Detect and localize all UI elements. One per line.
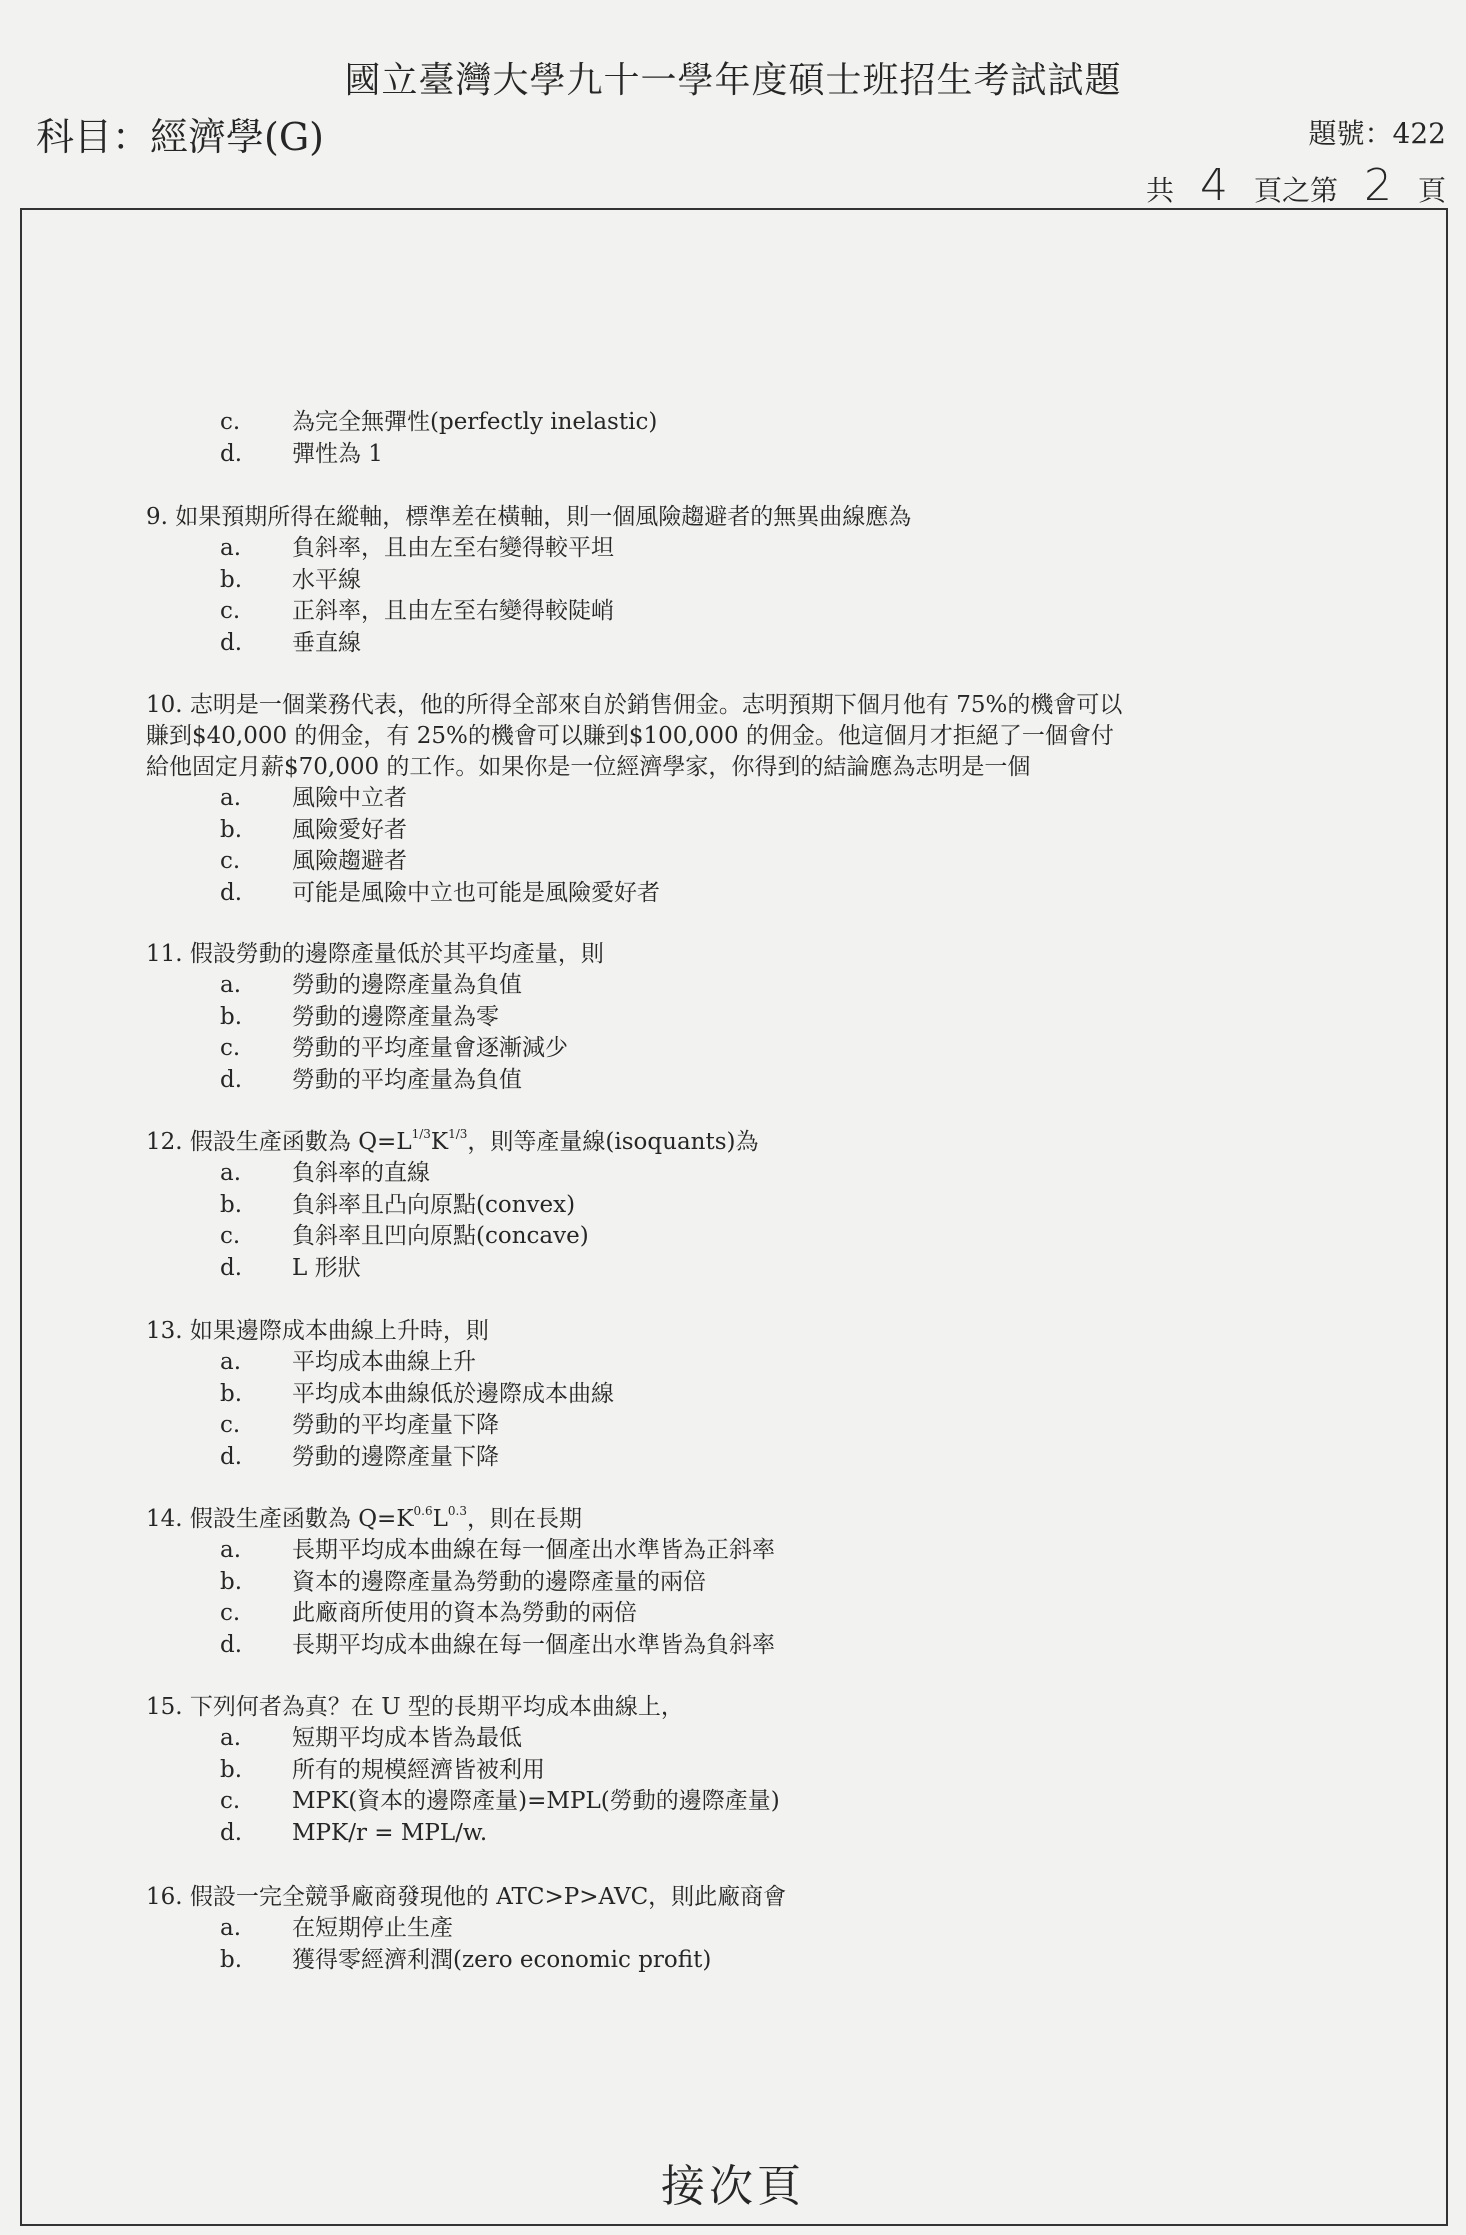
option-letter: c. xyxy=(220,409,241,435)
option-text: MPK/r = MPL/w. xyxy=(292,1819,488,1846)
pages-suffix: 頁 xyxy=(1417,174,1446,207)
option-text: 勞動的平均產量會逐漸減少 xyxy=(292,1035,568,1061)
question-number-label: 題號：422 xyxy=(1308,117,1446,150)
question-13-stem: 13. 如果邊際成本曲線上升時，則 xyxy=(146,1318,489,1344)
option-text: 為完全無彈性(perfectly inelastic) xyxy=(292,409,658,435)
option-letter: b. xyxy=(220,1191,243,1218)
question-14-options xyxy=(142,1535,775,1661)
option-letter: d. xyxy=(220,1443,243,1470)
option-letter: d. xyxy=(220,629,243,656)
option-text: 勞動的邊際產量為負值 xyxy=(292,972,522,998)
option xyxy=(142,1535,775,1567)
option-text: 勞動的邊際產量為零 xyxy=(292,1003,499,1030)
exponent: 0.3 xyxy=(447,1504,467,1518)
option-text: 可能是風險中立也可能是風險愛好者 xyxy=(292,879,660,906)
option-letter: a. xyxy=(220,1160,242,1186)
question-16-stem: 16. 假設一完全競爭廠商發現他的 ATC>P>AVC，則此廠商會 xyxy=(146,1884,787,1910)
subject-label: 科目：經濟學(G) xyxy=(36,115,325,159)
total-pages-handwritten: 4 xyxy=(1199,160,1228,211)
option-letter: b. xyxy=(220,1568,243,1595)
option xyxy=(142,439,657,471)
option-text: 所有的規模經濟皆被利用 xyxy=(292,1756,545,1783)
option xyxy=(142,1945,711,1977)
option-letter: c. xyxy=(220,1035,241,1061)
option-text: 此廠商所使用的資本為勞動的兩倍 xyxy=(292,1600,637,1626)
option-letter: a. xyxy=(220,972,242,998)
continued-next-page-handwritten: 接次頁 xyxy=(661,2161,805,2212)
option-letter: b. xyxy=(220,566,243,593)
option xyxy=(142,1221,589,1253)
option xyxy=(142,1598,775,1630)
option-letter: a. xyxy=(220,1349,242,1375)
question-15-options xyxy=(142,1723,780,1849)
option-text: 負斜率且凹向原點(concave) xyxy=(292,1223,589,1249)
stem-text: 12. 假設生產函數為 Q=L xyxy=(146,1129,412,1155)
question-10-stem-line1: 10. 志明是一個業務代表，他的所得全部來自於銷售佣金。志明預期下個月他有 75%的機會可以 xyxy=(146,692,1123,718)
option xyxy=(142,1567,775,1599)
option xyxy=(142,1158,589,1190)
option xyxy=(142,878,660,910)
option xyxy=(142,565,614,597)
option-letter: b. xyxy=(220,1756,243,1783)
option-text: 長期平均成本曲線在每一個產出水準皆為負斜率 xyxy=(292,1631,775,1658)
option-text: 正斜率，且由左至右變得較陡峭 xyxy=(292,598,614,624)
page-counter xyxy=(1146,160,1446,211)
option-text: 平均成本曲線上升 xyxy=(292,1349,476,1375)
option-letter: c. xyxy=(220,848,241,874)
option xyxy=(142,1347,614,1379)
option-text: 風險趨避者 xyxy=(292,848,407,874)
option xyxy=(142,1002,568,1034)
option-letter: d. xyxy=(220,1631,243,1658)
option xyxy=(142,846,660,878)
question-10-stem-line2: 賺到$40,000 的佣金，有 25%的機會可以賺到$100,000 的佣金。他這個月才拒絕了一個會付 xyxy=(146,723,1114,749)
option-letter: c. xyxy=(220,1788,241,1814)
option-text: 在短期停止生產 xyxy=(292,1915,453,1941)
question-15-stem: 15. 下列何者為真？在 U 型的長期平均成本曲線上， xyxy=(146,1694,684,1720)
option-letter: a. xyxy=(220,1537,242,1563)
option xyxy=(142,596,614,628)
question-11-options xyxy=(142,970,568,1096)
exponent: 1/3 xyxy=(448,1127,468,1141)
option xyxy=(142,628,614,660)
option xyxy=(142,970,568,1002)
option-letter: c. xyxy=(220,598,241,624)
question-10-stem-line3: 給他固定月薪$70,000 的工作。如果你是一位經濟學家，你得到的結論應為志明是一個 xyxy=(146,754,1031,780)
stem-text: ，則等產量線(isoquants)為 xyxy=(467,1129,759,1155)
option xyxy=(142,1379,614,1411)
option xyxy=(142,1755,780,1787)
option-letter: b. xyxy=(220,1003,243,1030)
option-letter: a. xyxy=(220,1915,242,1941)
option-text: 平均成本曲線低於邊際成本曲線 xyxy=(292,1380,614,1407)
option-letter: c. xyxy=(220,1223,241,1249)
question-14-stem xyxy=(146,1504,582,1536)
option-letter: c. xyxy=(220,1600,241,1626)
option-text: L 形狀 xyxy=(292,1254,361,1281)
current-page-handwritten: 2 xyxy=(1363,160,1392,211)
option-text: 水平線 xyxy=(292,566,361,593)
question-9-stem: 9. 如果預期所得在縱軸，標準差在橫軸，則一個風險趨避者的無異曲線應為 xyxy=(146,504,912,530)
option-text: 負斜率且凸向原點(convex) xyxy=(292,1191,576,1218)
option xyxy=(142,783,660,815)
option xyxy=(142,1410,614,1442)
stem-text: K xyxy=(430,1129,449,1155)
question-12-options xyxy=(142,1158,589,1284)
option-text: 獲得零經濟利潤(zero economic profit) xyxy=(292,1946,712,1973)
option xyxy=(142,1253,589,1285)
option-text: 風險中立者 xyxy=(292,785,407,811)
option-letter: d. xyxy=(220,1066,243,1093)
exponent: 0.6 xyxy=(413,1504,433,1518)
question-16-options xyxy=(142,1913,711,1976)
exponent: 1/3 xyxy=(411,1127,431,1141)
option-text: 垂直線 xyxy=(292,629,361,656)
option xyxy=(142,1913,711,1945)
option xyxy=(142,1818,780,1850)
stem-text: ，則在長期 xyxy=(466,1506,582,1532)
option-text: 勞動的平均產量下降 xyxy=(292,1412,499,1438)
question-12-stem xyxy=(146,1127,758,1159)
pages-mid: 頁之第 xyxy=(1253,174,1338,207)
question-10-options xyxy=(142,783,660,909)
pages-prefix: 共 xyxy=(1145,174,1174,207)
option xyxy=(142,1786,780,1818)
option xyxy=(142,1190,589,1222)
option-letter: a. xyxy=(220,535,242,561)
option-letter: c. xyxy=(220,1412,241,1438)
option-letter: d. xyxy=(220,440,243,467)
option-text: 勞動的邊際產量下降 xyxy=(292,1443,499,1470)
option-text: 彈性為 1 xyxy=(292,440,383,467)
option xyxy=(142,1065,568,1097)
option-text: MPK(資本的邊際產量)=MPL(勞動的邊際產量) xyxy=(292,1788,780,1814)
option-letter: d. xyxy=(220,1819,243,1846)
option xyxy=(142,1033,568,1065)
option-text: 負斜率的直線 xyxy=(292,1160,430,1186)
option-letter: b. xyxy=(220,1946,243,1973)
prev-question-options xyxy=(142,407,657,470)
option-text: 勞動的平均產量為負值 xyxy=(292,1066,522,1093)
option xyxy=(142,1723,780,1755)
option-text: 短期平均成本皆為最低 xyxy=(292,1725,522,1751)
question-9-options xyxy=(142,533,614,659)
option-letter: b. xyxy=(220,1380,243,1407)
option xyxy=(142,1630,775,1662)
option-text: 資本的邊際產量為勞動的邊際產量的兩倍 xyxy=(292,1568,706,1595)
option-letter: b. xyxy=(220,816,243,843)
stem-text: L xyxy=(432,1506,448,1532)
option-text: 風險愛好者 xyxy=(292,816,407,843)
stem-text: 14. 假設生產函數為 Q=K xyxy=(146,1506,414,1532)
option xyxy=(142,407,657,439)
option-letter: d. xyxy=(220,1254,243,1281)
option-letter: d. xyxy=(220,879,243,906)
exam-title: 國立臺灣大學九十一學年度碩士班招生考試試題 xyxy=(344,60,1122,101)
option-text: 負斜率，且由左至右變得較平坦 xyxy=(292,535,614,561)
question-13-options xyxy=(142,1347,614,1473)
option-text: 長期平均成本曲線在每一個產出水準皆為正斜率 xyxy=(292,1537,775,1563)
option xyxy=(142,815,660,847)
option-letter: a. xyxy=(220,785,242,811)
question-11-stem: 11. 假設勞動的邊際產量低於其平均產量，則 xyxy=(146,941,604,967)
option xyxy=(142,533,614,565)
option xyxy=(142,1442,614,1474)
option-letter: a. xyxy=(220,1725,242,1751)
